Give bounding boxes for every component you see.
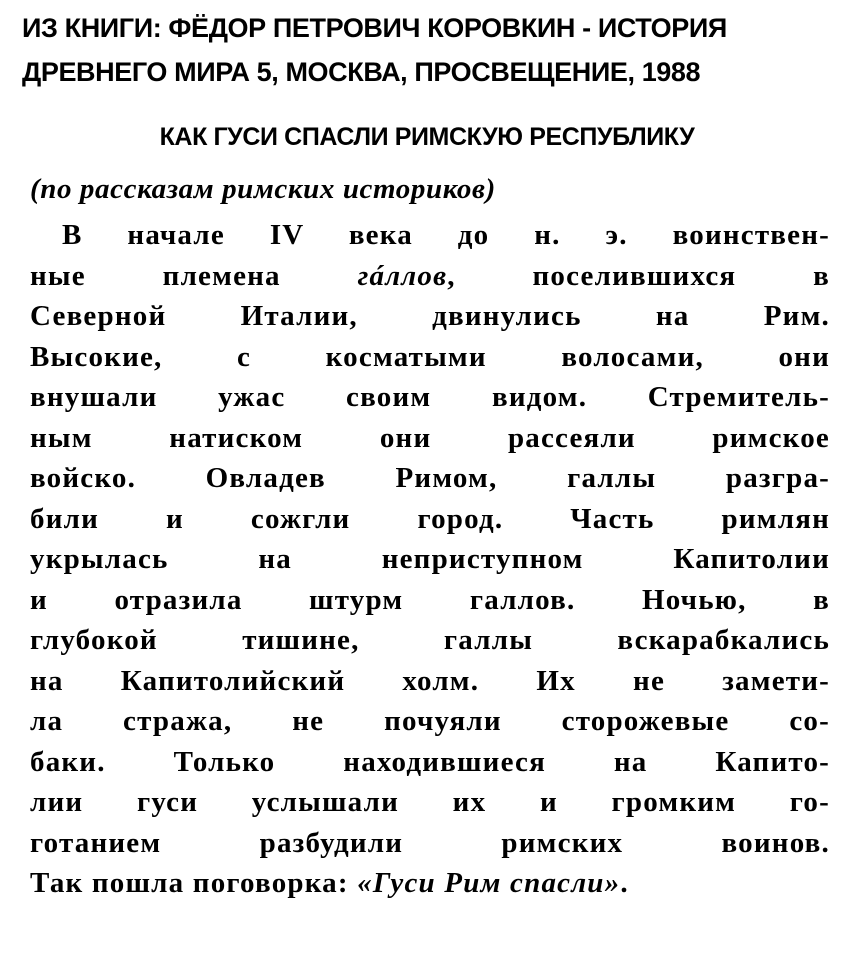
body-text-fragment: войско. Овладев Римом, галлы разгра- bbox=[30, 462, 830, 494]
body-text-fragment: ла стража, не почуяли сторожевые со- bbox=[30, 705, 830, 737]
body-text-fragment: . bbox=[620, 867, 629, 899]
body-line bbox=[30, 623, 830, 657]
article-title: КАК ГУСИ СПАСЛИ РИМСКУЮ РЕСПУБЛИКУ bbox=[159, 123, 695, 151]
body-line bbox=[30, 704, 830, 738]
source-header-line-1: ИЗ КНИГИ: ФЁДОР ПЕТРОВИЧ КОРОВКИН - ИСТОРИЯ bbox=[22, 13, 727, 43]
body-text-fragment: глубокой тишине, галлы вскарабкались bbox=[30, 624, 830, 656]
body-text-fragment: лии гуси услышали их и громким го- bbox=[30, 786, 830, 818]
body-text-fragment: и отразила штурм галлов. Ночью, в bbox=[30, 583, 830, 616]
body-text-fragment: ные племена bbox=[30, 259, 358, 292]
body-text-fragment: баки. Только находившиеся на Капито- bbox=[30, 745, 830, 778]
body-line bbox=[30, 583, 830, 617]
body-line bbox=[30, 542, 830, 576]
source-header-line-2: ДРЕВНЕГО МИРА 5, МОСКВА, ПРОСВЕЩЕНИЕ, 1988 bbox=[22, 57, 701, 87]
body-line bbox=[30, 785, 830, 819]
body-text-fragment: Так пошла поговорка: bbox=[30, 867, 358, 899]
body-text-fragment: укрылась на неприступном Капитолии bbox=[30, 543, 830, 575]
body-text-fragment: ным натиском они рассеяли римское bbox=[30, 421, 830, 454]
body-text-fragment: Высокие, с косматыми волосами, они bbox=[30, 340, 830, 373]
body-text-fragment: Северной Италии, двинулись на Рим. bbox=[30, 300, 830, 332]
body-line bbox=[30, 340, 830, 374]
body-line bbox=[30, 259, 830, 293]
body-line bbox=[30, 745, 830, 779]
body-line bbox=[30, 866, 629, 900]
body-text-fragment: били и сожгли город. Часть римлян bbox=[30, 502, 830, 535]
body-text-fragment: на Капитолийский холм. Их не замети- bbox=[30, 664, 830, 697]
italic-term: «Гуси Рим спасли» bbox=[357, 867, 621, 899]
body-text-fragment: В начале IV века до н. э. воинствен- bbox=[62, 219, 830, 251]
body-line bbox=[30, 421, 830, 455]
body-line bbox=[30, 502, 830, 536]
body-line bbox=[30, 380, 830, 414]
body-line bbox=[30, 826, 830, 860]
body-line bbox=[30, 461, 830, 495]
italic-term: гáллов bbox=[357, 259, 448, 292]
body-text-fragment: , поселившихся в bbox=[447, 259, 830, 292]
body-line bbox=[30, 664, 830, 698]
body-text-fragment: готанием разбудили римских воинов. bbox=[30, 826, 830, 859]
body-text-fragment: внушали ужас своим видом. Стремитель- bbox=[30, 381, 830, 413]
body-line bbox=[62, 218, 830, 252]
article-subtitle: (по рассказам римских историков) bbox=[30, 173, 496, 205]
body-line bbox=[30, 299, 830, 333]
